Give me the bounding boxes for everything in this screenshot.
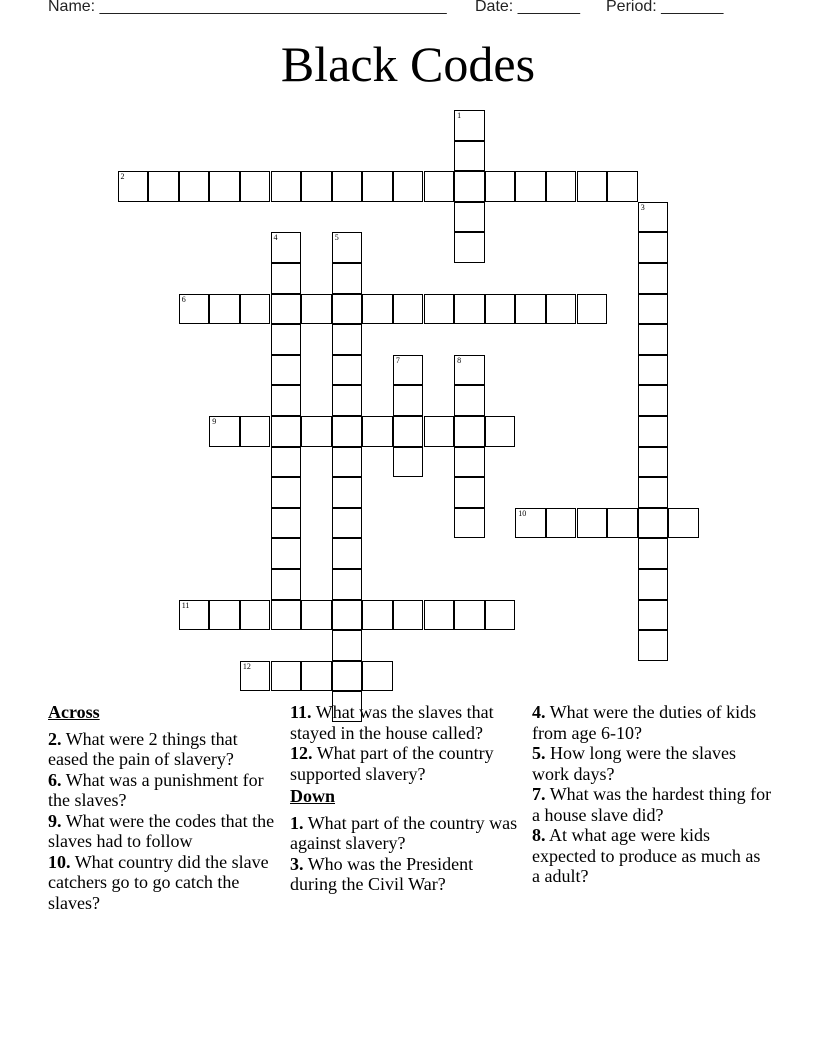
grid-cell[interactable]	[454, 110, 485, 141]
grid-cell[interactable]	[638, 630, 669, 661]
grid-cell[interactable]	[638, 416, 669, 447]
grid-cell[interactable]	[332, 447, 363, 478]
grid-cell[interactable]	[454, 508, 485, 539]
grid-cell[interactable]	[271, 324, 302, 355]
grid-cell[interactable]	[332, 569, 363, 600]
clue-number: 12	[242, 661, 251, 671]
grid-cell[interactable]	[301, 661, 332, 692]
clue-number: 6	[181, 294, 186, 304]
grid-cell[interactable]	[515, 294, 546, 325]
grid-cell[interactable]	[424, 600, 455, 631]
grid-cell[interactable]	[362, 294, 393, 325]
page-title: Black Codes	[280, 36, 536, 92]
grid-cell[interactable]	[301, 171, 332, 202]
grid-cell[interactable]	[638, 447, 669, 478]
grid-cell[interactable]	[485, 171, 516, 202]
grid-cell[interactable]	[638, 294, 669, 325]
grid-cell[interactable]	[271, 355, 302, 386]
grid-cell[interactable]	[209, 171, 240, 202]
grid-cell[interactable]	[638, 538, 669, 569]
grid-cell[interactable]	[332, 324, 363, 355]
grid-cell[interactable]	[454, 477, 485, 508]
grid-cell[interactable]	[485, 416, 516, 447]
grid-cell[interactable]	[271, 263, 302, 294]
grid-cell[interactable]	[118, 171, 149, 202]
grid-cell[interactable]	[271, 447, 302, 478]
clue-across-11: 11. What was the slaves that stayed in the house called?	[290, 702, 494, 743]
grid-cell[interactable]	[332, 600, 363, 631]
grid-cell[interactable]	[638, 355, 669, 386]
grid-cell[interactable]	[424, 416, 455, 447]
name-field[interactable]: Name: _______________________________________	[48, 0, 447, 15]
grid-cell[interactable]	[301, 600, 332, 631]
grid-cell[interactable]	[454, 447, 485, 478]
grid-cell[interactable]	[454, 416, 485, 447]
grid-cell[interactable]	[454, 355, 485, 386]
grid-cell[interactable]	[424, 294, 455, 325]
clue-number: 10	[518, 508, 527, 518]
clue-number: 2	[120, 172, 125, 182]
clue-down-5: 5. How long were the slaves work days?	[532, 743, 736, 784]
grid-cell[interactable]	[607, 508, 638, 539]
grid-cell[interactable]	[332, 171, 363, 202]
grid-cell[interactable]	[271, 416, 302, 447]
clue-down-8: 8. At what age were kids expected to produce as much as a adult?	[532, 825, 761, 886]
grid-cell[interactable]	[301, 294, 332, 325]
grid-cell[interactable]	[393, 355, 424, 386]
clue-number: 9	[212, 417, 217, 426]
clue-number: 8	[457, 355, 462, 365]
grid-cell[interactable]	[332, 416, 363, 447]
grid-cell[interactable]	[362, 661, 393, 692]
clue-down-3: 3. Who was the President during the Civil War?	[290, 853, 474, 894]
grid-cell[interactable]	[454, 385, 485, 416]
grid-cell[interactable]	[546, 508, 577, 539]
grid-cell[interactable]	[362, 600, 393, 631]
down-heading: Down	[290, 786, 336, 806]
clue-across-6: 6. What was a punishment for the slaves?	[48, 769, 264, 810]
grid-cell[interactable]	[485, 294, 516, 325]
grid-cell[interactable]	[179, 600, 210, 631]
grid-cell[interactable]	[271, 294, 302, 325]
grid-cell[interactable]	[271, 477, 302, 508]
grid-cell[interactable]	[638, 263, 669, 294]
grid-cell[interactable]	[271, 385, 302, 416]
clue-number: 7	[395, 355, 400, 365]
clue-column-2	[290, 702, 524, 895]
grid-cell[interactable]	[454, 600, 485, 631]
grid-cell[interactable]	[240, 416, 271, 447]
clue-number: 4	[273, 233, 278, 243]
clue-number: 5	[334, 233, 339, 243]
clue-number: 3	[640, 202, 645, 212]
grid-cell[interactable]	[240, 661, 271, 692]
grid-cell[interactable]	[638, 600, 669, 631]
clue-down-4: 4. What were the duties of kids from age 6-10?	[532, 702, 757, 743]
grid-cell[interactable]	[362, 171, 393, 202]
grid-cell[interactable]	[332, 232, 363, 263]
grid-cell[interactable]	[515, 171, 546, 202]
grid-cell[interactable]	[301, 416, 332, 447]
grid-cell[interactable]	[668, 508, 699, 539]
grid-cell[interactable]	[454, 232, 485, 263]
grid-cell[interactable]	[485, 600, 516, 631]
grid-cell[interactable]	[240, 600, 271, 631]
grid-cell[interactable]	[332, 538, 363, 569]
grid-cell[interactable]	[393, 416, 424, 447]
grid-cell[interactable]	[638, 385, 669, 416]
grid-cell[interactable]	[577, 294, 608, 325]
clue-column-3	[532, 702, 772, 887]
grid-cell[interactable]	[332, 294, 363, 325]
grid-cell[interactable]	[271, 569, 302, 600]
grid-cell[interactable]	[332, 630, 363, 661]
grid-cell[interactable]	[271, 171, 302, 202]
grid-cell[interactable]	[638, 324, 669, 355]
grid-cell[interactable]	[179, 171, 210, 202]
grid-cell[interactable]	[148, 171, 179, 202]
grid-cell[interactable]	[638, 232, 669, 263]
grid-cell[interactable]	[332, 355, 363, 386]
clue-number: 11	[181, 600, 190, 610]
grid-cell[interactable]	[577, 171, 608, 202]
grid-cell[interactable]	[271, 232, 302, 263]
grid-cell[interactable]	[179, 294, 210, 325]
clue-across-2: 2. What were 2 things that eased the pain of slavery?	[48, 728, 238, 769]
grid-cell[interactable]	[577, 508, 608, 539]
grid-cell[interactable]	[209, 294, 240, 325]
clue-across-12: 12. What part of the country supported slavery?	[290, 743, 494, 784]
grid-cell[interactable]	[424, 171, 455, 202]
clue-down-7: 7. What was the hardest thing for a house slave did?	[532, 784, 772, 825]
clue-number: 1	[457, 111, 462, 120]
grid-cell[interactable]	[393, 171, 424, 202]
grid-cell[interactable]	[240, 294, 271, 325]
clue-down-1: 1. What part of the country was against slavery?	[290, 812, 518, 853]
grid-cell[interactable]	[332, 661, 363, 692]
grid-cell[interactable]	[454, 202, 485, 233]
grid-cell[interactable]	[454, 171, 485, 202]
grid-cell[interactable]	[546, 294, 577, 325]
grid-cell[interactable]	[209, 416, 240, 447]
grid-cell[interactable]	[362, 416, 393, 447]
grid-cell[interactable]	[332, 385, 363, 416]
grid-cell[interactable]	[271, 600, 302, 631]
grid-cell[interactable]	[454, 141, 485, 172]
grid-cell[interactable]	[393, 447, 424, 478]
grid-cell[interactable]	[638, 202, 669, 233]
grid-cell[interactable]	[240, 171, 271, 202]
grid-cell[interactable]	[209, 600, 240, 631]
grid-cell[interactable]	[546, 171, 577, 202]
across-heading: Across	[48, 702, 100, 722]
grid-cell[interactable]	[454, 294, 485, 325]
grid-cell[interactable]	[332, 477, 363, 508]
clue-across-9: 9. What were the codes that the slaves had to follow	[48, 810, 275, 851]
grid-cell[interactable]	[271, 661, 302, 692]
grid-cell[interactable]	[638, 569, 669, 600]
grid-cell[interactable]	[393, 600, 424, 631]
grid-cell[interactable]	[271, 538, 302, 569]
grid-cell[interactable]	[515, 508, 546, 539]
clue-column-1	[48, 702, 280, 913]
period-field[interactable]: Period: _______	[606, 0, 724, 15]
grid-cell[interactable]	[638, 508, 669, 539]
clue-across-10: 10. What country did the slave catchers go to go catch the slaves?	[48, 851, 269, 913]
grid-cell[interactable]	[393, 294, 424, 325]
grid-cell[interactable]	[332, 508, 363, 539]
grid-cell[interactable]	[393, 385, 424, 416]
grid-cell[interactable]	[607, 171, 638, 202]
grid-cell[interactable]	[332, 263, 363, 294]
date-field[interactable]: Date: _______	[475, 0, 580, 15]
grid-cell[interactable]	[638, 477, 669, 508]
grid-cell[interactable]	[271, 508, 302, 539]
